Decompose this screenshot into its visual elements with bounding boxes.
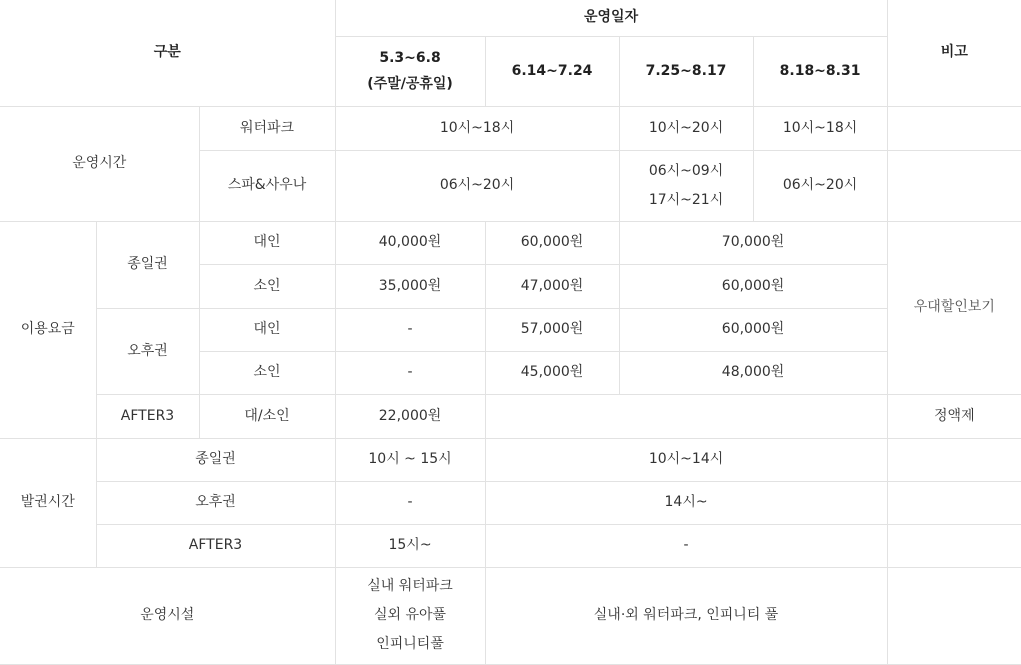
- issuance-fullday-label: 종일권: [96, 438, 335, 481]
- issuance-fullday-rest: 10시~14시: [485, 438, 887, 481]
- fees-fullday-label: 종일권: [96, 221, 199, 308]
- fees-afternoon-adult-label: 대인: [199, 308, 335, 351]
- header-category: 구분: [0, 0, 335, 106]
- fees-after3-note: 정액제: [887, 394, 1021, 438]
- fees-fullday-child-p1: 35,000원: [335, 264, 485, 308]
- header-operating-dates: 운영일자: [335, 0, 887, 36]
- header-notes: 비고: [887, 0, 1021, 106]
- issuance-fullday-note: [887, 438, 1021, 481]
- issuance-afternoon-note: [887, 481, 1021, 524]
- hours-waterpark-peak: 10시~20시: [619, 106, 753, 150]
- fees-label: 이용요금: [0, 221, 96, 438]
- header-period-3: 7.25~8.17: [619, 36, 753, 106]
- issuance-fullday-p1: 10시 ~ 15시: [335, 438, 485, 481]
- issuance-afternoon-label: 오후권: [96, 481, 335, 524]
- fees-fullday-adult-p2: 60,000원: [485, 221, 619, 264]
- hours-label: 운영시간: [0, 106, 199, 221]
- facilities-rest: 실내·외 워터파크, 인피니티 풀: [485, 567, 887, 664]
- hours-waterpark-late: 10시~18시: [753, 106, 887, 150]
- hours-spa-early: 06시~20시: [335, 150, 619, 221]
- fees-fullday-child-p2: 47,000원: [485, 264, 619, 308]
- hours-waterpark-early: 10시~18시: [335, 106, 619, 150]
- fees-fullday-adult-p1: 40,000원: [335, 221, 485, 264]
- fees-fullday-child-label: 소인: [199, 264, 335, 308]
- issuance-after3-label: AFTER3: [96, 524, 335, 567]
- facilities-label: 운영시설: [0, 567, 335, 664]
- fees-afternoon-adult-p34: 60,000원: [619, 308, 887, 351]
- period-1-note: (주말/공휴일): [367, 76, 453, 92]
- fees-afternoon-label: 오후권: [96, 308, 199, 394]
- hours-spa-peak-morning: 06시~09시: [648, 162, 724, 179]
- hours-spa-label: 스파&사우나: [199, 150, 335, 221]
- facilities-p1: [335, 567, 485, 664]
- fees-after3-sub: 대/소인: [199, 394, 335, 438]
- period-1-dates: 5.3~6.8: [379, 50, 441, 66]
- discount-info-link[interactable]: 우대할인보기: [887, 221, 1021, 394]
- fees-fullday-child-p34: 60,000원: [619, 264, 887, 308]
- issuance-label: 발권시간: [0, 438, 96, 567]
- facility-infinity-pool: 인피니티풀: [376, 636, 444, 652]
- issuance-after3-p1: 15시~: [335, 524, 485, 567]
- fees-fullday-adult-label: 대인: [199, 221, 335, 264]
- facility-outdoor-kids-pool: 실외 유아풀: [373, 607, 447, 623]
- header-period-2: 6.14~7.24: [485, 36, 619, 106]
- facilities-note: [887, 567, 1021, 664]
- hours-spa-peak: [619, 150, 753, 221]
- fees-afternoon-child-p2: 45,000원: [485, 351, 619, 394]
- fees-after3-label: AFTER3: [96, 394, 199, 438]
- header-period-4: 8.18~8.31: [753, 36, 887, 106]
- hours-waterpark-label: 워터파크: [199, 106, 335, 150]
- fees-afternoon-child-label: 소인: [199, 351, 335, 394]
- fees-afternoon-adult-p1: -: [335, 308, 485, 351]
- issuance-afternoon-rest: 14시~: [485, 481, 887, 524]
- fees-fullday-adult-p34: 70,000원: [619, 221, 887, 264]
- fees-after3-p1: 22,000원: [335, 394, 485, 438]
- hours-spa-peak-evening: 17시~21시: [648, 191, 724, 208]
- hours-waterpark-note: [887, 106, 1021, 150]
- fees-afternoon-child-p34: 48,000원: [619, 351, 887, 394]
- issuance-after3-rest: -: [485, 524, 887, 567]
- hours-spa-note: [887, 150, 1021, 221]
- issuance-after3-note: [887, 524, 1021, 567]
- header-period-1: [335, 36, 485, 106]
- fees-after3-rest: [485, 394, 887, 438]
- fees-afternoon-child-p1: -: [335, 351, 485, 394]
- facility-indoor-waterpark: 실내 워터파크: [367, 578, 453, 594]
- hours-spa-late: 06시~20시: [753, 150, 887, 221]
- fees-afternoon-adult-p2: 57,000원: [485, 308, 619, 351]
- issuance-afternoon-p1: -: [335, 481, 485, 524]
